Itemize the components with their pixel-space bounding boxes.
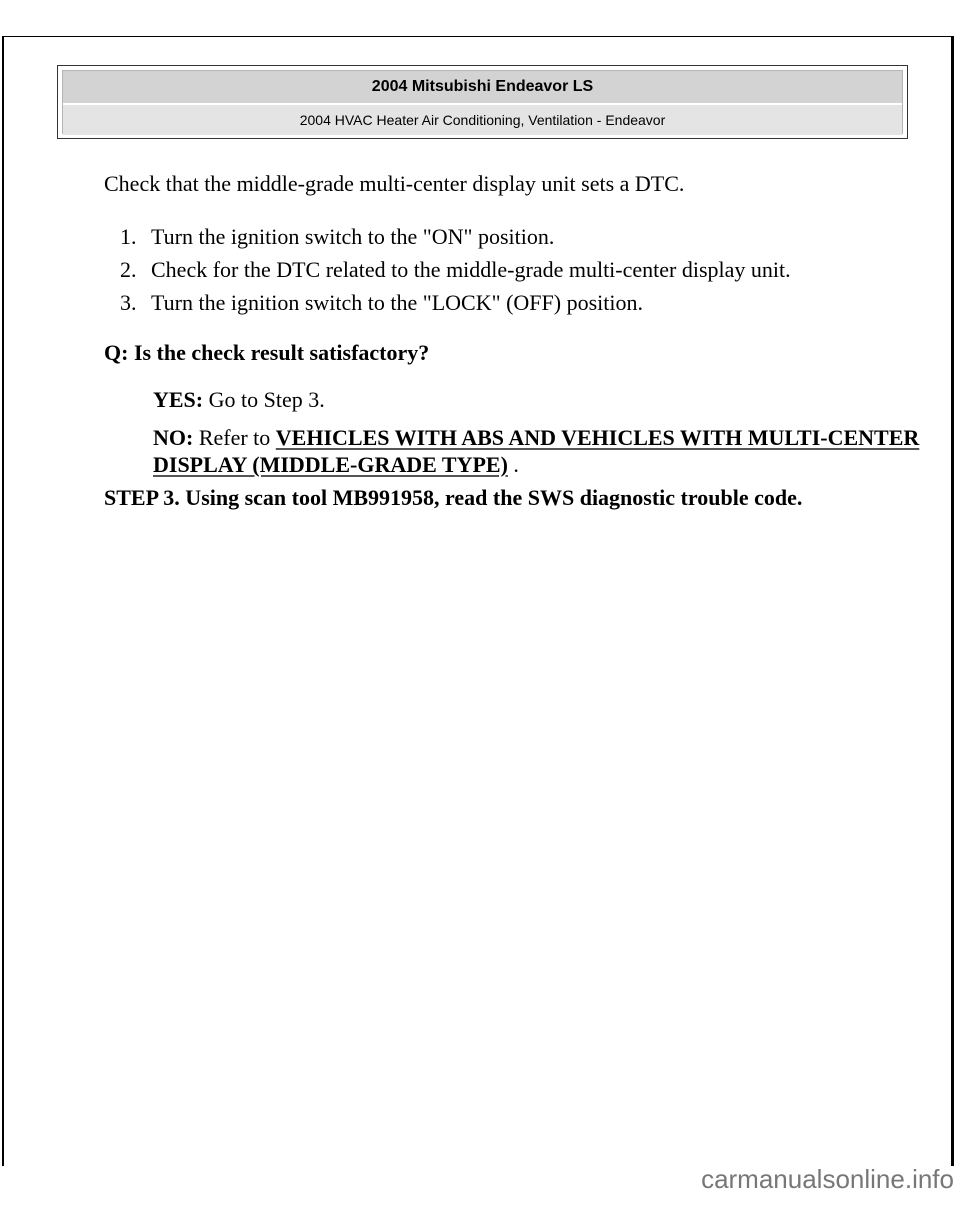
document-header xyxy=(57,65,908,139)
list-item xyxy=(104,286,924,319)
step-number: 2. xyxy=(120,257,137,282)
step-list xyxy=(104,220,924,319)
question-heading: Q: Is the check result satisfactory? xyxy=(104,340,430,365)
header-title: 2004 Mitsubishi Endeavor LS xyxy=(63,71,902,103)
step-text: Turn the ignition switch to the "ON" position. xyxy=(151,224,555,249)
document-body xyxy=(104,168,924,514)
step3-heading: STEP 3. Using scan tool MB991958, read the SWS diagnostic trouble code. xyxy=(104,485,803,510)
step-text: Turn the ignition switch to the "LOCK" (OFF) position. xyxy=(151,290,644,315)
yes-text: Go to Step 3. xyxy=(208,387,325,412)
step-number: 3. xyxy=(120,290,137,315)
reference-link[interactable]: VEHICLES WITH ABS AND VEHICLES WITH MULTI-CENTER DISPLAY (MIDDLE-GRADE TYPE) xyxy=(153,425,920,477)
step-number: 1. xyxy=(120,224,137,249)
no-label: NO: xyxy=(153,425,194,450)
list-item xyxy=(104,220,924,253)
header-inner xyxy=(62,70,903,134)
answer-no xyxy=(153,424,924,478)
answer-yes xyxy=(153,383,924,416)
yes-label: YES: xyxy=(153,387,204,412)
step-text: Check for the DTC related to the middle-grade multi-center display unit. xyxy=(151,257,791,282)
header-subtitle: 2004 HVAC Heater Air Conditioning, Ventilation - Endeavor xyxy=(63,105,902,135)
no-suffix: . xyxy=(513,452,519,477)
no-text: Refer to xyxy=(198,425,271,450)
intro-text: Check that the middle-grade multi-center display unit sets a DTC. xyxy=(104,171,685,196)
list-item xyxy=(104,253,924,286)
watermark-text: carmanualsonline.info xyxy=(701,1164,954,1194)
answers-block xyxy=(153,383,924,478)
